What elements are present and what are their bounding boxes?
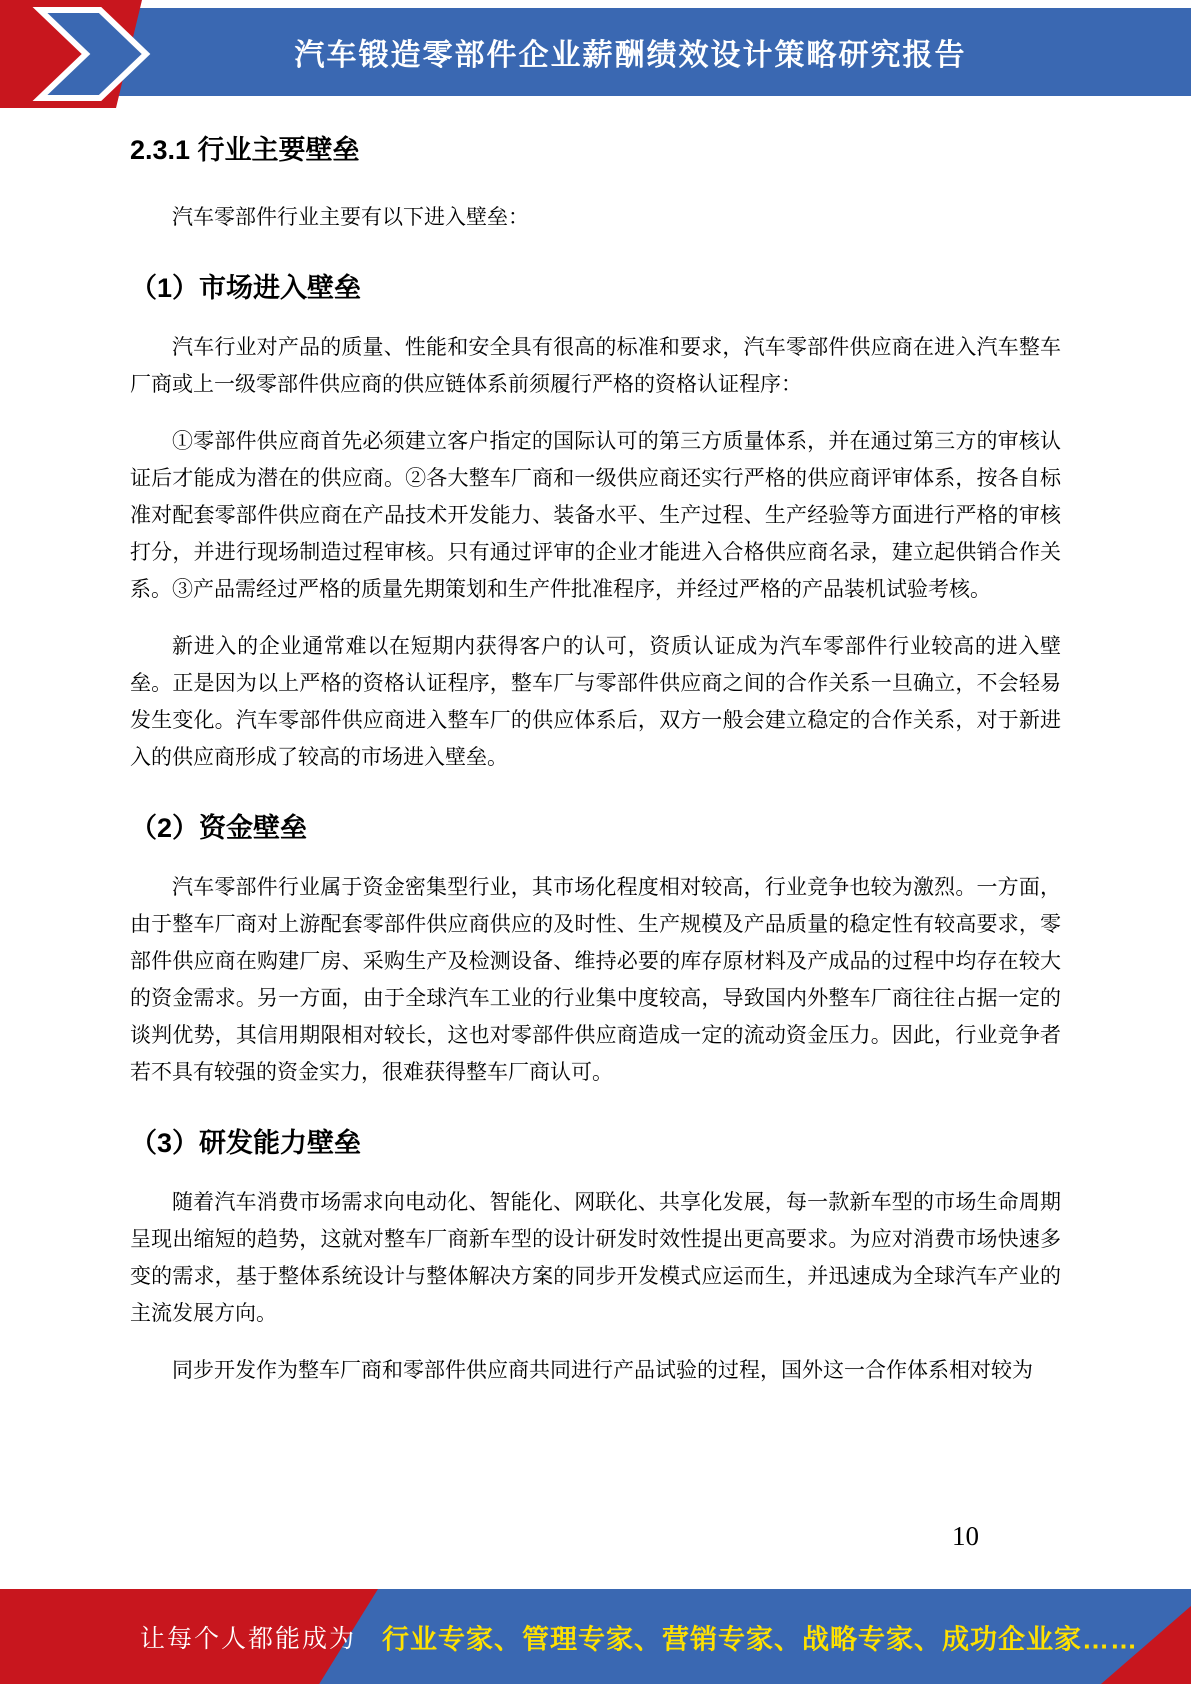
footer-slogan-left: 让每个人都能成为 [140,1624,357,1653]
paragraph: 汽车零部件行业属于资金密集型行业，其市场化程度相对较高，行业竞争也较为激烈。一方面，由于整车厂商对上游配套零部件供应商供应的及时性、生产规模及产品质量的稳定性有较高要求，零部件供应商在购建厂房、采购生产及检测设备、维持必要的库存原材料及产成品的过程中均存在较大的资金需求。另一方面，由于全球汽车工业的行业集中度较高，导致国内外整车厂商往往占据一定的谈判优势，其信用期限相对较长，这也对零部件供应商造成一定的流动资金压力。因此，行业竞争者若不具有较强的资金实力，很难获得整车厂商认可。 [130,875,1061,1084]
paragraph: 新进入的企业通常难以在短期内获得客户的认可，资质认证成为汽车零部件行业较高的进入壁垒。正是因为以上严格的资格认证程序，整车厂与零部件供应商之间的合作关系一旦确立，不会轻易发生变化。汽车零部件供应商进入整车厂的供应体系后，双方一般会建立稳定的合作关系，对于新进入的供应商形成了较高的市场进入壁垒。 [130,634,1061,769]
paragraph: 汽车行业对产品的质量、性能和安全具有很高的标准和要求，汽车零部件供应商在进入汽车整车厂商或上一级零部件供应商的供应链体系前须履行严格的资格认证程序： [130,335,1061,396]
paragraph: 随着汽车消费市场需求向电动化、智能化、网联化、共享化发展，每一款新车型的市场生命周期呈现出缩短的趋势，这就对整车厂商新车型的设计研发时效性提出更高要求。为应对消费市场快速多变的需求，基于整体系统设计与整体解决方案的同步开发模式应运而生，并迅速成为全球汽车产业的主流发展方向。 [130,1190,1061,1325]
subsection-heading-market-entry: （1）市场进入壁垒 [130,273,362,303]
paragraph: ①零部件供应商首先必须建立客户指定的国际认可的第三方质量体系，并在通过第三方的审核认证后才能成为潜在的供应商。②各大整车厂商和一级供应商还实行严格的供应商评审体系，按各自标准对配套零部件供应商在产品技术开发能力、装备水平、生产过程、生产经验等方面进行严格的审核打分，并进行现场制造过程审核。只有通过评审的企业才能进入合格供应商名录，建立起供销合作关系。③产品需经过严格的质量先期策划和生产件批准程序，并经过严格的产品装机试验考核。 [130,429,1061,601]
header-banner [70,8,1191,96]
page-number: 10 [952,1521,979,1551]
subsection-heading-rnd: （3）研发能力壁垒 [130,1128,362,1158]
chevron-arrow-icon [0,0,160,108]
paragraph: 同步开发作为整车厂商和零部件供应商共同进行产品试验的过程，国外这一合作体系相对较为 [172,1358,1033,1382]
page-content [130,116,1061,1409]
page-footer [0,1589,1191,1684]
subsection-heading-capital: （2）资金壁垒 [130,813,308,843]
intro-paragraph: 汽车零部件行业主要有以下进入壁垒： [172,205,529,229]
footer-slogan-right: 行业专家、管理专家、营销专家、战略专家、成功企业家…… [382,1624,1138,1654]
report-title: 汽车锻造零部件企业薪酬绩效设计策略研究报告 [294,39,967,72]
section-heading: 2.3.1 行业主要壁垒 [130,135,360,165]
